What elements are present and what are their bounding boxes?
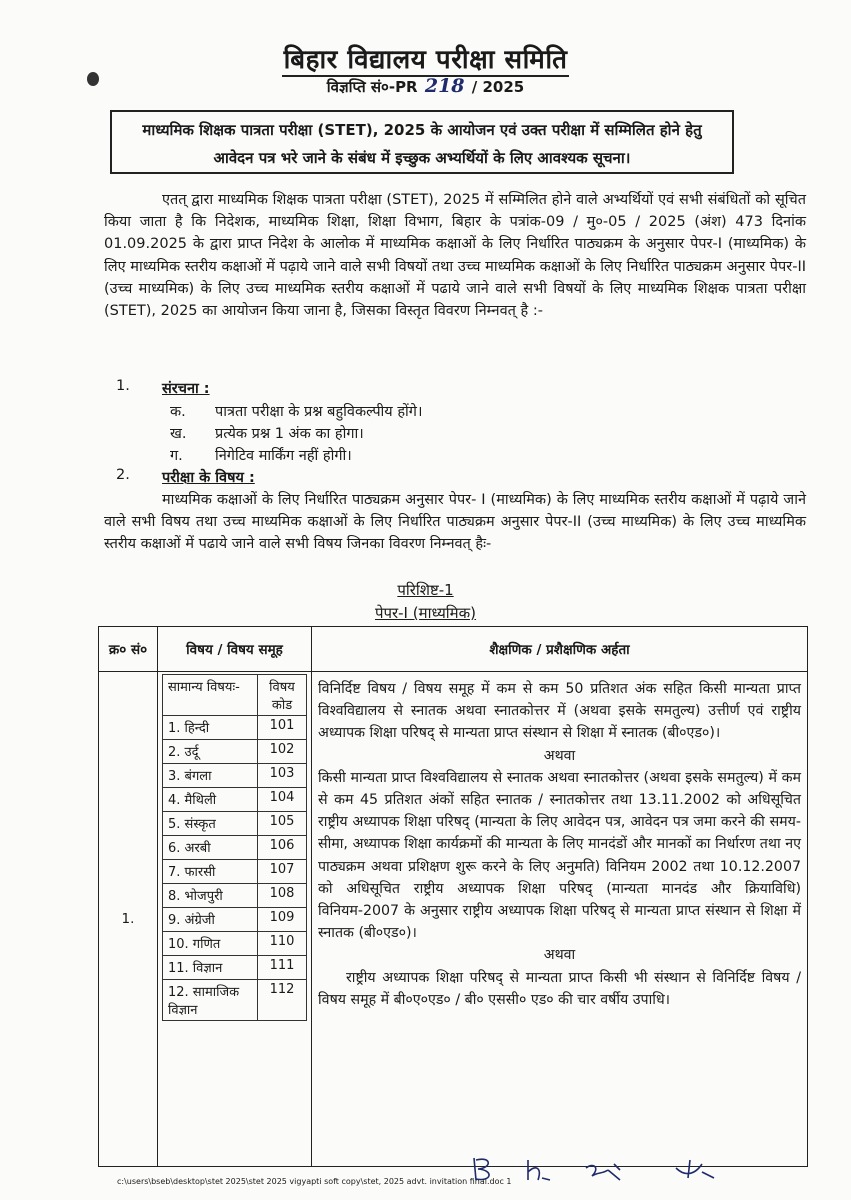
structure-item-text: निगेटिव मार्किंग नहीं होगी। bbox=[215, 448, 352, 464]
subject-row bbox=[163, 860, 307, 884]
row-serial: 1. bbox=[99, 672, 158, 1167]
subject-row bbox=[163, 908, 307, 932]
subject-code: 101 bbox=[258, 716, 307, 740]
notice-prefix: विज्ञप्ति सं०-PR bbox=[326, 78, 418, 96]
subject-name: 4. मैथिली bbox=[163, 788, 258, 812]
org-title: बिहार विद्यालय परीक्षा समिति bbox=[283, 45, 568, 75]
signature-mark bbox=[586, 1164, 620, 1180]
subject-name: 8. भोजपुरी bbox=[163, 884, 258, 908]
subject-row bbox=[163, 836, 307, 860]
subject-code: 105 bbox=[258, 812, 307, 836]
subject-line-1: माध्यमिक शिक्षक पात्रता परीक्षा (STET), 2025 के आयोजन एवं उक्त परीक्षा में सम्मिलित होने हेतु bbox=[142, 121, 702, 139]
subject-row bbox=[163, 956, 307, 980]
subject-name: 12. सामाजिक विज्ञान bbox=[163, 980, 258, 1021]
subject-code: 103 bbox=[258, 764, 307, 788]
subject-name: 2. उर्दू bbox=[163, 740, 258, 764]
subject-header-row bbox=[163, 675, 307, 716]
subject-name: 10. गणित bbox=[163, 932, 258, 956]
or-separator: अथवा bbox=[543, 747, 576, 764]
subject-list-cell bbox=[158, 672, 312, 1167]
intro-paragraph: एतत् द्वारा माध्यमिक शिक्षक पात्रता परीक्षा (STET), 2025 में सम्मिलित होने वाले अभ्यर्थियों एवं सभी संबंधितों को सूचित किया जाता है कि निदेशक, माध्यमिक शिक्षा, शिक्षा विभाग, बिहार के पत्रांक-09 / मु०-05 / 2025 (अंश) 473 दिनांक 01.09.2025 के द्वारा प्राप्त निदेश के आलोक में माध्यमिक कक्षाओं के लिए निर्धारित पाठ्यक्रम के अनुसार पेपर-I (माध्यमिक) के लिए माध्यमिक स्तरीय कक्षाओं में पढ़ाये जाने वाले सभी विषयों तथा उच्च माध्यमिक कक्षाओं के लिए निर्धारित पाठ्यक्रम अनुसार पेपर-II (उच्च माध्यमिक) के लिए उच्च माध्यमिक स्तरीय कक्षाओं में पढाये जाने वाले सभी विषयों के लिए माध्यमिक शिक्षक पात्रता परीक्षा (STET), 2025 का आयोजन किया जाना है, जिसका विस्तृत विवरण निम्नवत् है :- bbox=[104, 192, 806, 320]
qualification-para-2: किसी मान्यता प्राप्त विश्वविद्यालय से स्नातक अथवा स्नातकोत्तर (अथवा इसके समतुल्य) में कम से कम 45 प्रतिशत अंकों सहित स्नातक / स्नातकोत्तर तथा 13.11.2002 को अधिसूचित राष्ट्रीय अध्यापक शिक्षा परिषद् (मान्यता के लिए आवेदन पत्र, आवेदन पत्र जमा करने की समय-सीमा, अध्यापक शिक्षा कार्यक्रमों की मान्यता के लिए मानदंडों और मानकों का निर्धारण तथा नए पाठ्यक्रम अथवा प्रशिक्षण शुरू करने के लिए अनुमति) विनियम 2002 तथा 10.12.2007 को अधिसूचित राष्ट्रीय अध्यापक शिक्षा परिषद् (मान्यता मानदंड और क्रियाविधि) विनियम-2007 के अनुसार राष्ट्रीय अध्यापक शिक्षा परिषद् से मान्यता प्राप्त संस्थान से शिक्षा में स्नातक (बी०एड०)। bbox=[318, 769, 801, 942]
subject-code: 111 bbox=[258, 956, 307, 980]
subject-name: 11. विज्ञान bbox=[163, 956, 258, 980]
or-separator: अथवा bbox=[543, 947, 576, 964]
subject-code: 106 bbox=[258, 836, 307, 860]
section-2-heading: परीक्षा के विषय : bbox=[162, 470, 255, 486]
structure-item-key: ग. bbox=[170, 448, 183, 464]
signature-mark bbox=[676, 1160, 714, 1178]
initials-signatures bbox=[462, 1154, 762, 1184]
subject-code: 102 bbox=[258, 740, 307, 764]
subject-row bbox=[163, 716, 307, 740]
subject-code: 107 bbox=[258, 860, 307, 884]
subject-row bbox=[163, 740, 307, 764]
subject-name: 1. हिन्दी bbox=[163, 716, 258, 740]
handwritten-number: 218 bbox=[424, 75, 465, 97]
notice-year: / 2025 bbox=[471, 78, 525, 96]
section-1-number: 1. bbox=[116, 378, 130, 394]
signature-mark bbox=[528, 1160, 550, 1180]
notice-number bbox=[0, 75, 851, 97]
subject-code-table bbox=[162, 674, 307, 1021]
subject-name: 3. बंगला bbox=[163, 764, 258, 788]
subject-row bbox=[163, 884, 307, 908]
paper-title: पेपर-I (माध्यमिक) bbox=[374, 604, 477, 622]
section-2-number: 2. bbox=[116, 467, 130, 483]
table-header-row bbox=[99, 627, 808, 672]
subject-box bbox=[110, 110, 734, 174]
header-subject-group: विषय / विषय समूह bbox=[158, 627, 312, 672]
subject-name: 7. फारसी bbox=[163, 860, 258, 884]
structure-item-text: पात्रता परीक्षा के प्रश्न बहुविकल्पीय होंगे। bbox=[215, 404, 423, 420]
subject-code: 112 bbox=[258, 980, 307, 1021]
subject-name: 9. अंग्रेजी bbox=[163, 908, 258, 932]
structure-item-key: क. bbox=[170, 404, 186, 420]
subject-row bbox=[163, 812, 307, 836]
structure-item-text: प्रत्येक प्रश्न 1 अंक का होगा। bbox=[215, 426, 364, 442]
subject-name: 5. संस्कृत bbox=[163, 812, 258, 836]
code-header: विषय कोड bbox=[258, 675, 307, 716]
section-2-paragraph: माध्यमिक कक्षाओं के लिए निर्धारित पाठ्यक्रम अनुसार पेपर- I (माध्यमिक) के लिए माध्यमिक स्तरीय कक्षाओं में पढ़ाये जाने वाले सभी विषय तथा उच्च माध्यमिक कक्षाओं के लिए निर्धारित पाठ्यक्रम अनुसार पेपर-II (उच्च माध्यमिक) के लिए उच्च माध्यमिक स्तरीय कक्षाओं में पढाये जाने वाले सभी विषय जिनका विवरण निम्नवत् हैः- bbox=[104, 492, 806, 553]
section-1-heading: संरचना : bbox=[162, 381, 210, 397]
subject-line-2: आवेदन पत्र भरे जाने के संबंध में इच्छुक अभ्यर्थियों के लिए आवश्यक सूचना। bbox=[213, 149, 631, 167]
subject-header: सामान्य विषयः- bbox=[163, 675, 258, 716]
qualification-para-3: राष्ट्रीय अध्यापक शिक्षा परिषद् से मान्यता प्राप्त किसी भी संस्थान से विनिर्दिष्ट विषय / विषय समूह में बी०ए०एड० / बी० एससी० एड० की चार वर्षीय उपाधि। bbox=[318, 969, 801, 1008]
subject-row bbox=[163, 932, 307, 956]
subject-row bbox=[163, 980, 307, 1021]
subject-name: 6. अरबी bbox=[163, 836, 258, 860]
signature-mark bbox=[474, 1158, 489, 1180]
qualification-para-1: विनिर्दिष्ट विषय / विषय समूह में कम से कम 50 प्रतिशत अंक सहित किसी मान्यता प्राप्त विश्वविद्यालय से स्नातक अथवा स्नातकोत्तर में (अथवा इसके समतुल्य) उत्तीर्ण एवं राष्ट्रीय अध्यापक शिक्षा परिषद् से मान्यता प्राप्त संस्थान से शिक्षा में स्नातक (बी०एड०)। bbox=[318, 681, 801, 742]
file-path: c:\users\bseb\desktop\stet 2025\stet 2025 vigyapti soft copy\stet, 2025 advt. invitation final.doc 1 bbox=[117, 1177, 512, 1186]
subject-row bbox=[163, 764, 307, 788]
table-row bbox=[99, 672, 808, 1167]
structure-item-key: ख. bbox=[170, 426, 187, 442]
appendix-title: परिशिष्ट-1 bbox=[397, 581, 454, 599]
header-serial: क्र० सं० bbox=[99, 627, 158, 672]
subject-code: 108 bbox=[258, 884, 307, 908]
subject-code: 104 bbox=[258, 788, 307, 812]
subject-code: 110 bbox=[258, 932, 307, 956]
subject-code: 109 bbox=[258, 908, 307, 932]
subject-row bbox=[163, 788, 307, 812]
eligibility-table bbox=[98, 626, 808, 1167]
header-qualification: शैक्षणिक / प्रशैक्षणिक अर्हता bbox=[312, 627, 808, 672]
qualification-cell bbox=[312, 672, 808, 1167]
